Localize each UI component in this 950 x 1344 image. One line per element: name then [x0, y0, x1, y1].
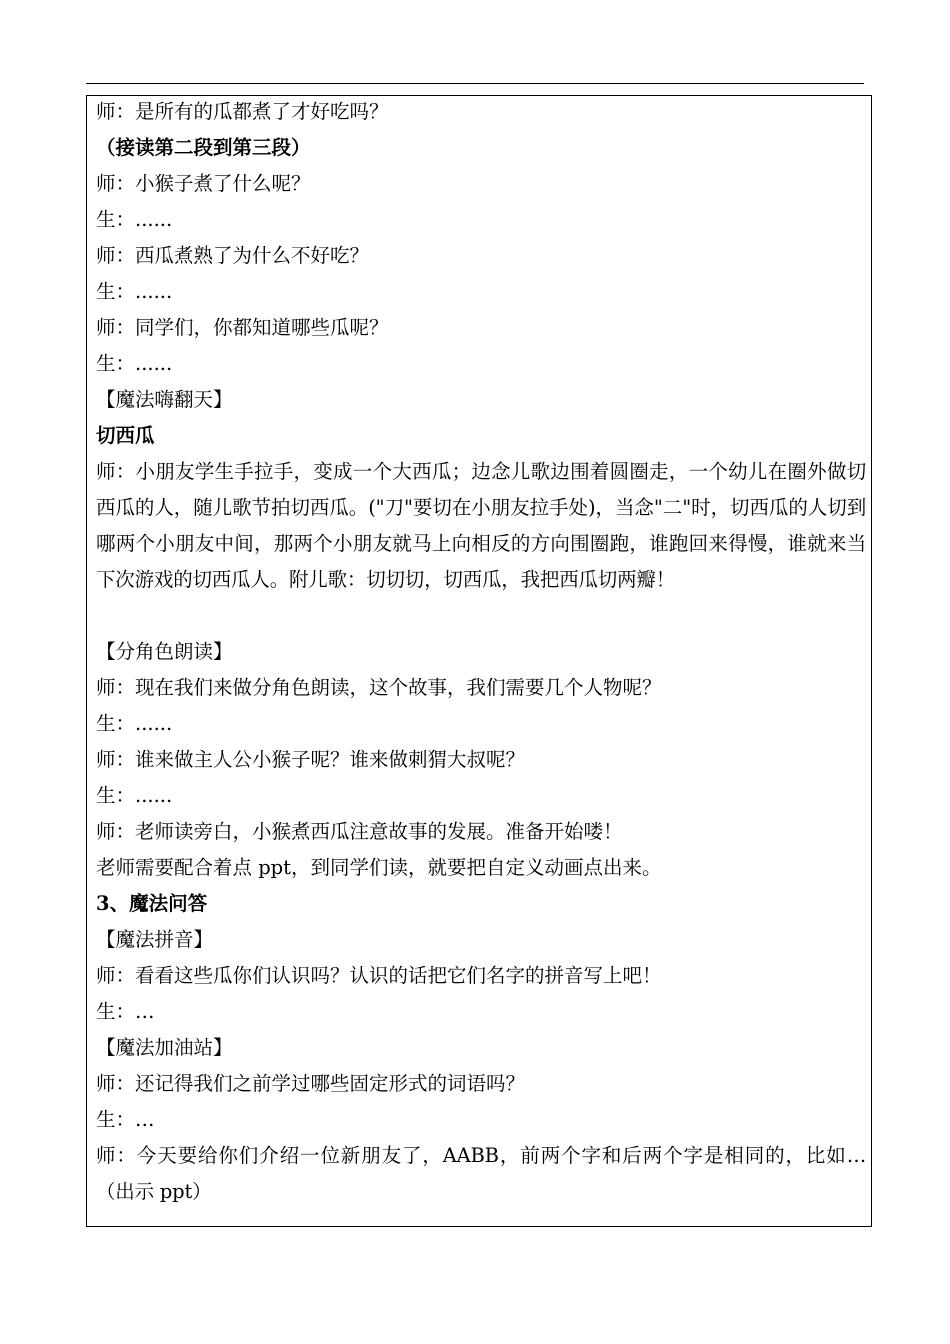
student-answer-line: 生：......: [96, 208, 173, 231]
teacher-note-line: 老师需要配合着点 ppt，到同学们读，就要把自定义动画点出来。: [96, 856, 662, 879]
student-answer-line: 生：…: [96, 1000, 155, 1023]
teacher-instruction-line: 师：老师读旁白，小猴煮西瓜注意故事的发展。准备开始喽！: [96, 820, 623, 843]
header-rule: [86, 83, 864, 84]
teacher-question-line: 师：现在我们来做分角色朗读，这个故事，我们需要几个人物呢？: [96, 676, 662, 699]
teacher-question-line: 师：是所有的瓜都煮了才好吃吗？: [96, 100, 389, 123]
game-title: 切西瓜: [96, 424, 155, 447]
teacher-question-line: 师：西瓜煮熟了为什么不好吃？: [96, 244, 370, 267]
numbered-section-heading: 3、魔法问答: [96, 892, 208, 915]
section-heading: 【魔法拼音】: [96, 928, 214, 951]
reading-instruction: （接读第二段到第三段）: [96, 136, 311, 159]
student-answer-line: 生：…: [96, 1108, 155, 1131]
teacher-question-line: 师：小猴子煮了什么呢？: [96, 172, 311, 195]
teacher-question-line: 师：看看这些瓜你们认识吗？认识的话把它们名字的拼音写上吧！: [96, 964, 662, 987]
student-answer-line: 生：......: [96, 280, 173, 303]
teacher-question-line: 师：谁来做主人公小猴子呢？谁来做刺猬大叔呢？: [96, 748, 526, 771]
student-answer-line: 生：......: [96, 784, 173, 807]
lesson-plan-text: [96, 94, 866, 1210]
student-answer-line: 生：......: [96, 352, 173, 375]
student-answer-line: 生：......: [96, 712, 173, 735]
teacher-intro-paragraph: 师：今天要给你们介绍一位新朋友了，AABB，前两个字和后两个字是相同的，比如…（出示 ppt）: [96, 1144, 866, 1203]
section-heading: 【魔法加油站】: [96, 1036, 233, 1059]
section-heading: 【魔法嗨翻天】: [96, 388, 233, 411]
game-description-paragraph: 师：小朋友学生手拉手，变成一个大西瓜；边念儿歌边围着圆圈走，一个幼儿在圈外做切西瓜的人，随儿歌节拍切西瓜。("刀"要切在小朋友拉手处)，当念"二"时，切西瓜的人切到哪两个小朋友中间，那两个小朋友就马上向相反的方向围圈跑，谁跑回来得慢，谁就来当下次游戏的切西瓜人。附儿歌：切切切，切西瓜，我把西瓜切两瓣！: [96, 460, 866, 591]
teacher-question-line: 师：还记得我们之前学过哪些固定形式的词语吗？: [96, 1072, 526, 1095]
teacher-question-line: 师：同学们，你都知道哪些瓜呢？: [96, 316, 389, 339]
section-heading: 【分角色朗读】: [96, 640, 233, 663]
